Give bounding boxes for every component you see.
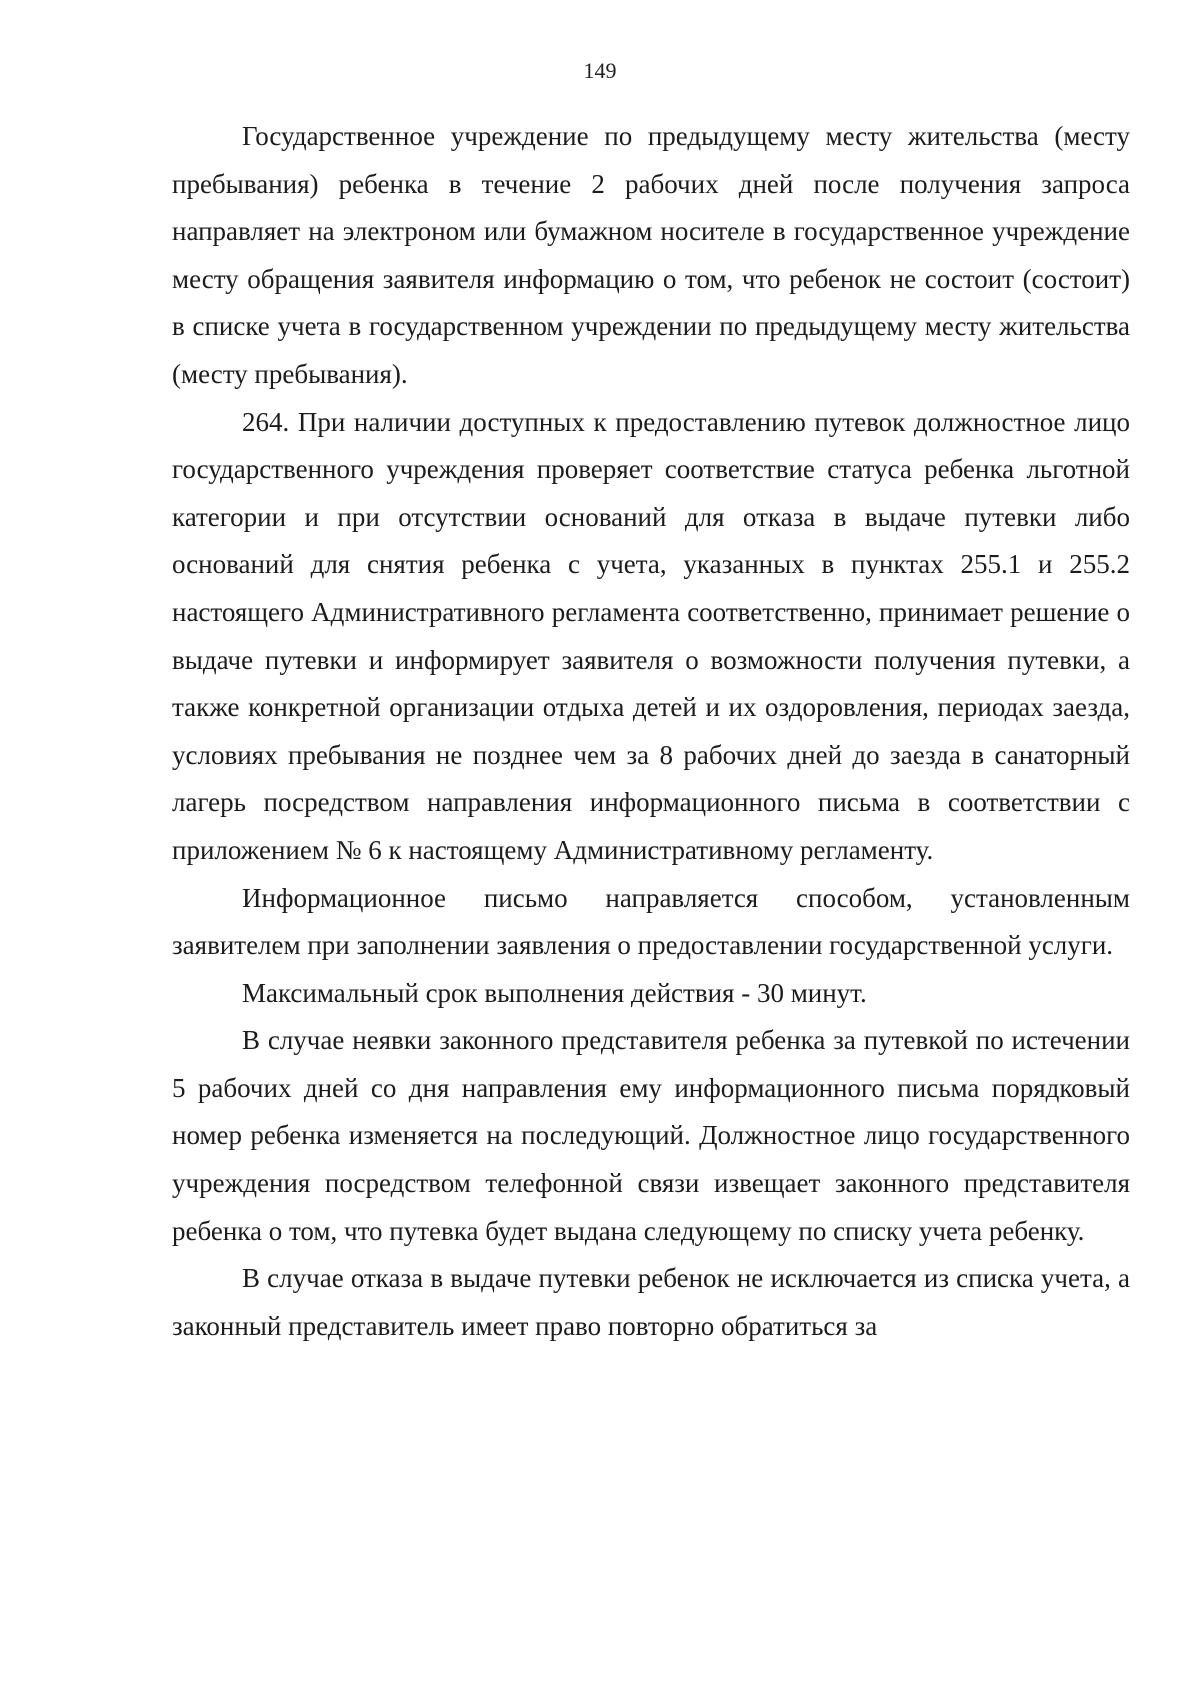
paragraph-max-duration: Максимальный срок выполнения действия - 30 минут. bbox=[242, 977, 867, 1008]
paragraph-no-show: В случае неявки законного представителя ребенка за путевкой по истечении 5 рабочих дней со дня направления ему информационного письма порядковый номер ребенка изменяется на последующий. Должностное лицо государственного учреждения посредством телефонной связи извещает законного представителя ребенка о том, что путевка будет выдана следующему по списку учета ребенку. bbox=[172, 1025, 1130, 1246]
paragraph-previous-residence-response: Государственное учреждение по предыдущему месту жительства (месту пребывания) ребенка в течение 2 рабочих дней после получения запроса направляет на электроном или бумажном носителе в государственное учреждение месту обращения заявителя информацию о том, что ребенок не состоит (состоит) в списке учета в государственном учреждении по предыдущему месту жительства (месту пребывания). bbox=[172, 121, 1130, 389]
document-body bbox=[172, 113, 1130, 1350]
paragraph-refusal: В случае отказа в выдаче путевки ребенок не исключается из списка учета, а законный представитель имеет право повторно обратиться за bbox=[172, 1263, 1130, 1341]
paragraph-info-letter-method: Информационное письмо направляется способом, установленным заявителем при заполнении заявления о предоставлении государственной услуги. bbox=[172, 882, 1130, 961]
paragraph-264-voucher-decision: 264. При наличии доступных к предоставлению путевок должностное лицо государственного учреждения проверяет соответствие статуса ребенка льготной категории и при отсутствии оснований для отказа в выдаче путевки либо оснований для снятия ребенка с учета, указанных в пунктах 255.1 и 255.2 настоящего Административного регламента соответственно, принимает решение о выдаче путевки и информирует заявителя о возможности получения путевки, а также конкретной организации отдыха детей и их оздоровления, периодах заезда, условиях пребывания не позднее чем за 8 рабочих дней до заезда в санаторный лагерь посредством направления информационного письма в соответствии с приложением № 6 к настоящему Административному регламенту. bbox=[172, 406, 1130, 865]
page-number: 149 bbox=[583, 58, 617, 83]
